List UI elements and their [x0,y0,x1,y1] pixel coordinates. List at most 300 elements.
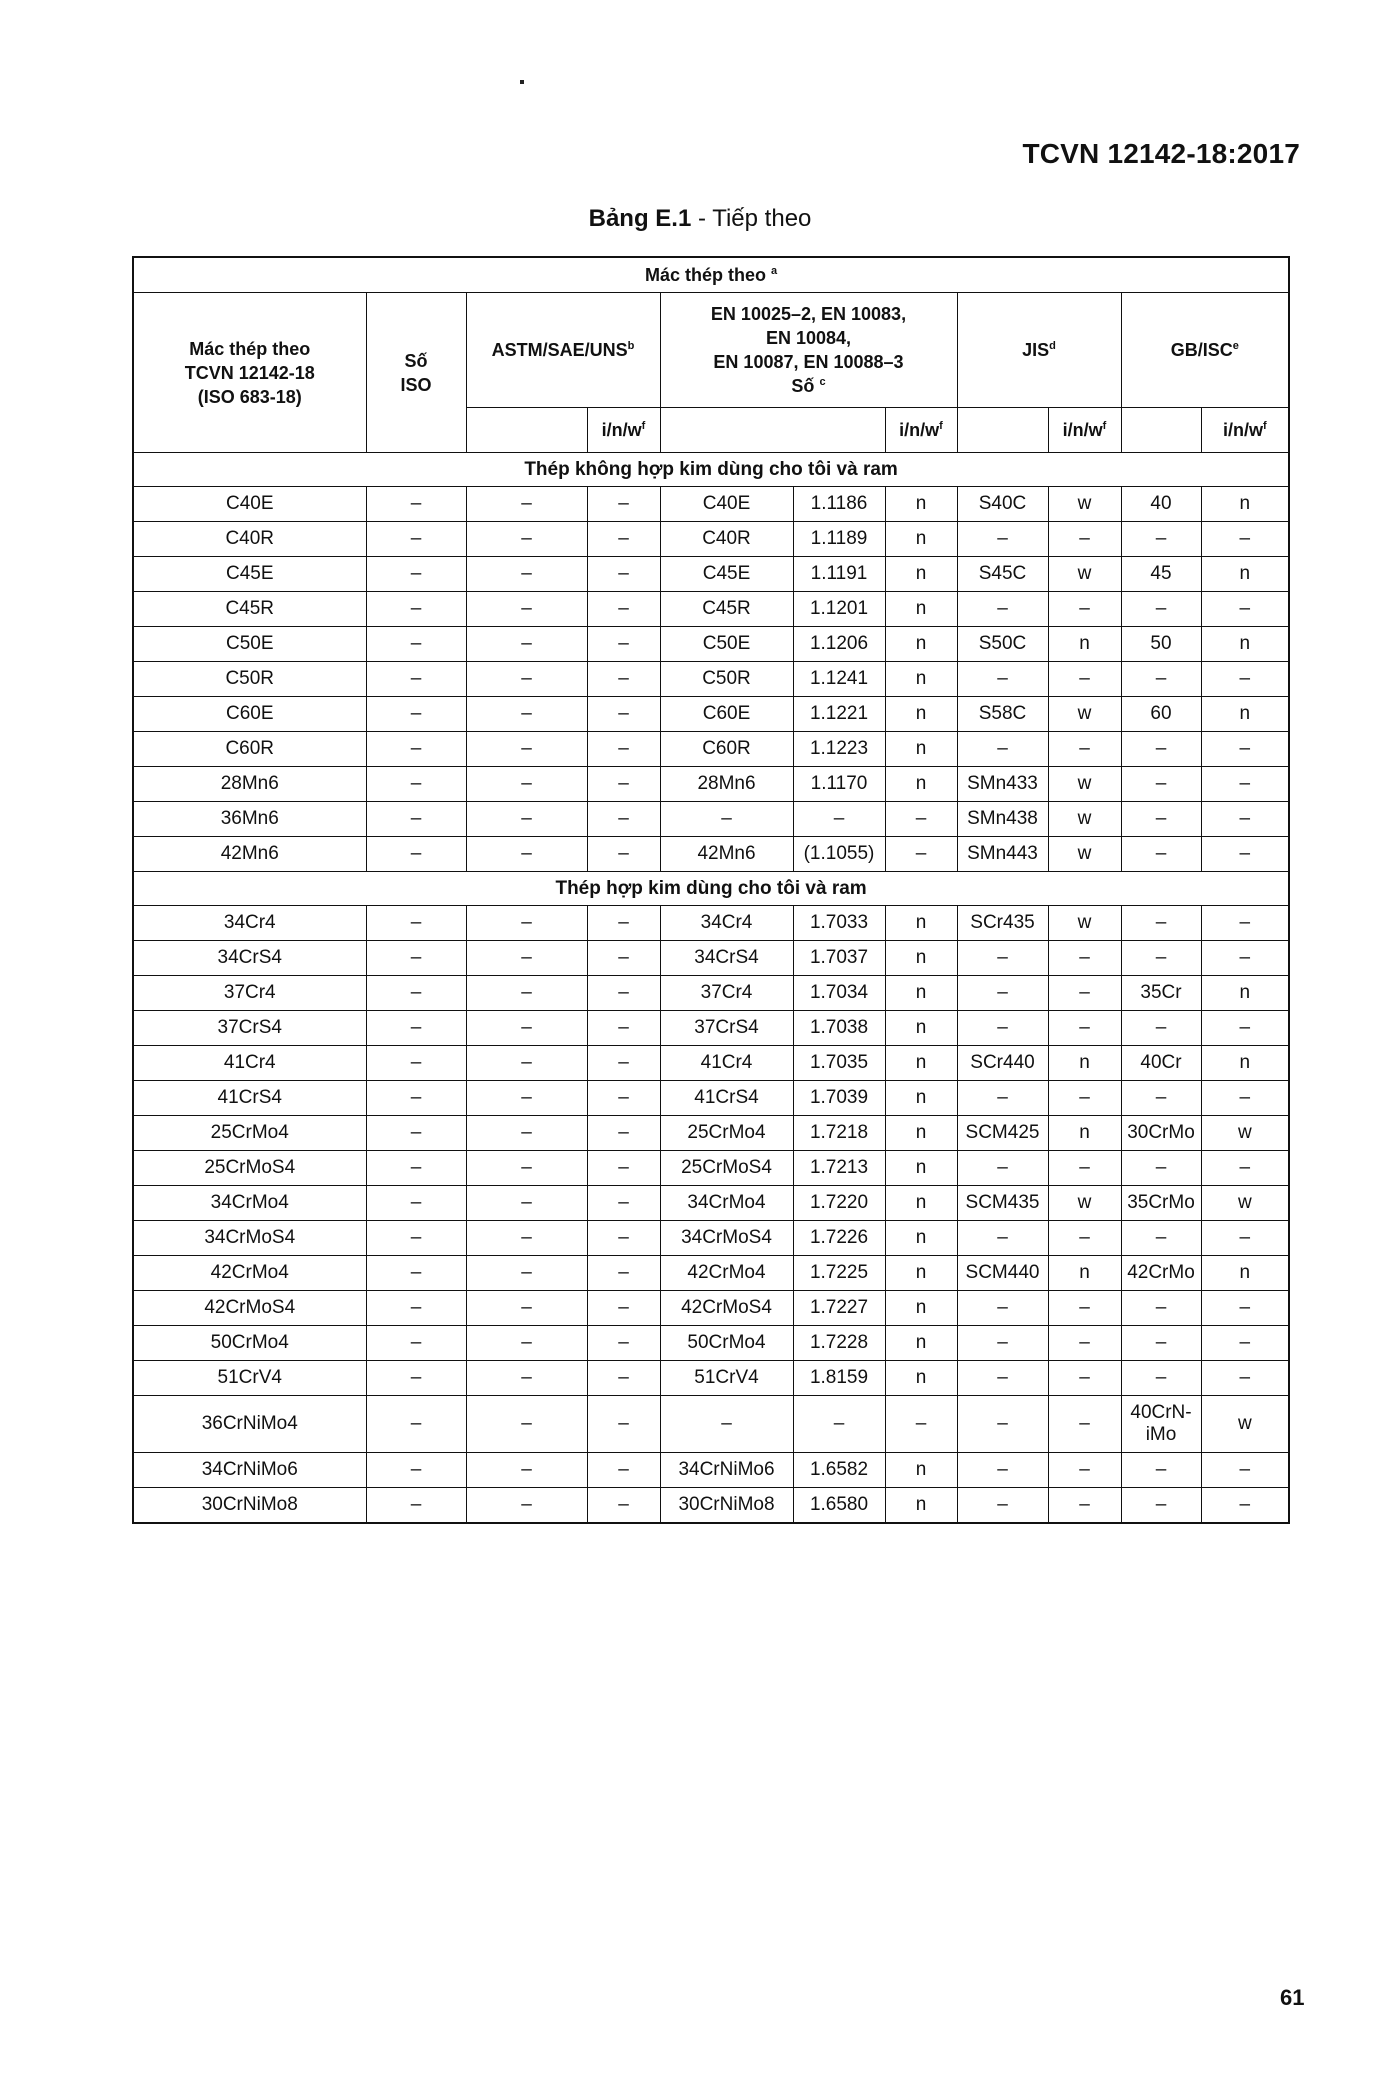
table-cell: 1.1186 [793,487,885,522]
jis-inw-sub: $i/n/w^f$ [1048,408,1121,453]
table-cell: – [587,1326,660,1361]
table-cell: 50CrMo4 [660,1326,793,1361]
table-row [133,1453,1289,1488]
section-header-row [133,453,1289,487]
table-row [133,1488,1289,1524]
table-cell: SMn443 [957,837,1048,872]
table-cell: 34CrMoS4 [133,1221,366,1256]
table-cell: – [1121,1453,1201,1488]
table-cell [1121,1396,1201,1453]
table-cell: S58C [957,697,1048,732]
table-row [133,522,1289,557]
table-cell: – [1121,837,1201,872]
table-cell: 34Cr4 [133,906,366,941]
table-cell: – [587,767,660,802]
table-cell: n [885,557,957,592]
table-cell: n [885,487,957,522]
table-cell: 37CrS4 [133,1011,366,1046]
table-row [133,1186,1289,1221]
table-cell: – [587,1221,660,1256]
table-cell: n [1201,697,1289,732]
table-cell: – [1048,1081,1121,1116]
table-body [133,453,1289,1524]
table-cell: C50R [133,662,366,697]
table-cell: – [587,487,660,522]
table-cell: n [885,592,957,627]
table-cell: – [587,732,660,767]
table-cell: – [366,1453,466,1488]
table-cell: – [1121,522,1201,557]
table-cell: 1.7034 [793,976,885,1011]
table-cell: n [885,1151,957,1186]
table-cell: – [366,592,466,627]
table-cell: – [957,1488,1048,1524]
table-row [133,976,1289,1011]
table-cell: n [885,767,957,802]
table-cell: n [1048,1256,1121,1291]
table-cell: 42CrMoS4 [133,1291,366,1326]
table-cell: 1.7225 [793,1256,885,1291]
table-cell: 45 [1121,557,1201,592]
table-row [133,1046,1289,1081]
section-title: Thép không hợp kim dùng cho tôi và ram [133,453,1289,487]
table-cell: 1.1221 [793,697,885,732]
table-cell: 1.7039 [793,1081,885,1116]
table-row [133,627,1289,662]
col-tcvn-grade: Mác thép theo TCVN 12142-18 (ISO 683-18) [133,293,366,453]
table-cell: – [366,1081,466,1116]
table-cell: 30CrNiMo8 [660,1488,793,1524]
table-cell: – [793,1396,885,1453]
table-cell: n [885,976,957,1011]
table-cell: C40R [133,522,366,557]
table-cell: – [366,906,466,941]
table-row [133,1116,1289,1151]
table-cell: – [1201,1453,1289,1488]
table-row [133,1221,1289,1256]
table-cell: – [466,1488,587,1524]
table-cell: n [885,1116,957,1151]
table-cell: – [1121,802,1201,837]
table-cell: C45R [660,592,793,627]
table-cell: – [466,662,587,697]
gb-inw-sub: $i/n/w^f$ [1201,408,1289,453]
table-cell: – [1201,732,1289,767]
table-cell: 34CrS4 [133,941,366,976]
table-cell: 50 [1121,627,1201,662]
table-cell: – [466,837,587,872]
table-row [133,662,1289,697]
table-row [133,906,1289,941]
table-cell: – [1121,1221,1201,1256]
table-cell: w [1201,1116,1289,1151]
table-cell: w [1201,1396,1289,1453]
table-cell: n [1048,627,1121,662]
table-cell: – [1121,732,1201,767]
table-cell: 1.1189 [793,522,885,557]
table-cell: 1.7038 [793,1011,885,1046]
gb-grade-sub [1121,408,1201,453]
table-cell: – [466,767,587,802]
table-cell: w [1048,906,1121,941]
table-cell: 35Cr [1121,976,1201,1011]
table-cell: n [885,1221,957,1256]
table-cell: n [1201,1046,1289,1081]
table-cell: 34CrMo4 [133,1186,366,1221]
table-row [133,1081,1289,1116]
table-cell: – [466,1186,587,1221]
table-cell: – [1048,941,1121,976]
table-cell: – [587,1081,660,1116]
table-cell: 34CrMoS4 [660,1221,793,1256]
table-cell: – [366,487,466,522]
table-cell: SMn438 [957,802,1048,837]
table-cell: 1.6580 [793,1488,885,1524]
table-cell: – [466,1151,587,1186]
table-cell: C60E [660,697,793,732]
table-cell: – [587,522,660,557]
table-cell: n [885,1326,957,1361]
table-cell: – [466,1011,587,1046]
table-cell: – [466,906,587,941]
table-row [133,487,1289,522]
table-cell: 1.7033 [793,906,885,941]
table-cell: – [366,1046,466,1081]
table-cell: n [1201,557,1289,592]
table-cell: – [660,802,793,837]
table-cell: – [1048,1326,1121,1361]
table-cell: – [587,627,660,662]
table-cell: S45C [957,557,1048,592]
table-cell: – [1048,1151,1121,1186]
table-cell: n [885,941,957,976]
table-cell: – [1121,941,1201,976]
table-cell: – [587,837,660,872]
table-cell: – [587,1256,660,1291]
en-inw-sub: $i/n/w^f$ [885,408,957,453]
table-cell: – [660,1396,793,1453]
table-cell: – [466,592,587,627]
table-row [133,557,1289,592]
table-cell: 37Cr4 [133,976,366,1011]
table-cell: – [587,906,660,941]
table-cell: (1.1055) [793,837,885,872]
table-cell: SCr435 [957,906,1048,941]
table-cell: – [1201,1011,1289,1046]
col-astm: ASTM/SAE/UNS$^b$ [466,293,660,408]
table-cell: – [587,557,660,592]
table-cell: 41Cr4 [133,1046,366,1081]
table-cell: – [1121,1151,1201,1186]
table-cell: 1.1206 [793,627,885,662]
table-row [133,837,1289,872]
table-cell: – [1048,732,1121,767]
table-cell: – [366,1186,466,1221]
table-cell: – [957,941,1048,976]
table-cell: 40 [1121,487,1201,522]
table-row [133,1151,1289,1186]
table-cell: – [366,837,466,872]
table-cell: – [1121,1488,1201,1524]
page-number: 61 [1280,1985,1305,2010]
table-cell: 34CrS4 [660,941,793,976]
cell-line: 40CrN- [1130,1402,1192,1423]
table-cell: – [587,662,660,697]
table-cell: SCM435 [957,1186,1048,1221]
table-cell: – [466,1221,587,1256]
table-cell: n [885,1046,957,1081]
table-cell: – [366,976,466,1011]
table-cell: 1.7213 [793,1151,885,1186]
table-cell: – [466,941,587,976]
table-cell: n [885,1186,957,1221]
table-cell: 42CrMo4 [133,1256,366,1291]
table-cell: 34CrNiMo6 [660,1453,793,1488]
table-cell: – [957,1361,1048,1396]
table-cell: – [366,1151,466,1186]
table-cell: – [587,941,660,976]
table-cell: – [1048,1453,1121,1488]
table-cell: n [885,697,957,732]
table-cell: n [885,906,957,941]
table-cell: C40R [660,522,793,557]
table-cell: – [587,1488,660,1524]
table-cell: – [957,662,1048,697]
table-cell: – [1121,1326,1201,1361]
table-cell: – [466,1256,587,1291]
table-cell: w [1048,767,1121,802]
table-cell: – [1201,941,1289,976]
table-cell: 1.7218 [793,1116,885,1151]
table-cell: – [885,1396,957,1453]
table-cell: – [1121,592,1201,627]
col-en: EN 10025–2, EN 10083, EN 10084, EN 10087, EN 10088–3 Số $^c$ [660,293,957,408]
table-cell: – [1048,1396,1121,1453]
table-cell: 1.1201 [793,592,885,627]
table-row [133,1256,1289,1291]
table-cell: n [1201,627,1289,662]
table-cell: n [885,627,957,662]
table-cell: 41CrS4 [660,1081,793,1116]
table-cell: – [366,557,466,592]
table-cell: – [1048,592,1121,627]
table-cell: – [466,1326,587,1361]
table-cell: 50CrMo4 [133,1326,366,1361]
table-cell: n [885,662,957,697]
table-cell: C50E [660,627,793,662]
table-cell: SCr440 [957,1046,1048,1081]
table-cell: 1.7035 [793,1046,885,1081]
table-cell: – [1048,522,1121,557]
table-cell: n [885,1291,957,1326]
document-id: TCVN 12142-18:2017 [1022,138,1300,169]
table-cell: – [1121,1081,1201,1116]
table-cell: SCM425 [957,1116,1048,1151]
table-cell: – [466,732,587,767]
table-cell: 28Mn6 [660,767,793,802]
table-cell: – [587,976,660,1011]
table-cell: – [957,592,1048,627]
table-cell: – [366,732,466,767]
table-cell: – [885,837,957,872]
table-cell: – [366,1396,466,1453]
table-cell: – [466,487,587,522]
table-cell: – [1048,662,1121,697]
table-cell: 34CrNiMo6 [133,1453,366,1488]
table-cell: – [1048,1011,1121,1046]
table-cell: S40C [957,487,1048,522]
table-cell: – [466,627,587,662]
table-cell: – [957,1151,1048,1186]
table-row [133,802,1289,837]
table-cell: 36Mn6 [133,802,366,837]
table-cell: – [957,976,1048,1011]
table-cell: 1.8159 [793,1361,885,1396]
table-cell: – [366,662,466,697]
table-cell: 51CrV4 [660,1361,793,1396]
table-cell: w [1048,697,1121,732]
table-cell: – [366,767,466,802]
table-cell: n [1201,1256,1289,1291]
table-cell: C50R [660,662,793,697]
table-cell: 42Mn6 [133,837,366,872]
table-cell: – [587,1361,660,1396]
table-cell: 25CrMo4 [660,1116,793,1151]
table-cell: – [1201,802,1289,837]
table-cell: n [1048,1116,1121,1151]
table-cell: – [366,522,466,557]
table-cell: – [466,522,587,557]
table-cell: w [1201,1186,1289,1221]
table-cell: 36CrNiMo4 [133,1396,366,1453]
table-cell: C40E [660,487,793,522]
table-cell: – [1048,1361,1121,1396]
table-cell: – [1121,767,1201,802]
steel-grade-table [132,256,1290,1524]
table-cell: n [885,1453,957,1488]
table-cell: – [366,1326,466,1361]
section-title: Thép hợp kim dùng cho tôi và ram [133,872,1289,906]
table-cell: 30CrMo [1121,1116,1201,1151]
col-jis: JIS$^d$ [957,293,1121,408]
table-cell: – [366,627,466,662]
table-cell: C45E [133,557,366,592]
col-iso-number: Số ISO [366,293,466,453]
table-row [133,767,1289,802]
table-cell: – [1201,592,1289,627]
table-cell: – [1121,1361,1201,1396]
table-cell: C45R [133,592,366,627]
table-cell: 42CrMo [1121,1256,1201,1291]
table-cell: – [957,1221,1048,1256]
table-cell: – [587,697,660,732]
table-cell: – [466,802,587,837]
table-cell: 1.7227 [793,1291,885,1326]
table-cell: C60R [133,732,366,767]
table-row [133,1011,1289,1046]
table-cell: – [1048,1221,1121,1256]
table-cell: – [1201,522,1289,557]
table-cell: 25CrMoS4 [660,1151,793,1186]
table-cell: – [1201,767,1289,802]
table-cell: – [957,1396,1048,1453]
table-cell: – [957,1081,1048,1116]
table-cell: – [466,557,587,592]
table-title-label: Bảng E.1 [588,205,692,232]
table-cell: – [587,1396,660,1453]
table-cell: C45E [660,557,793,592]
table-cell: – [1121,662,1201,697]
table-cell: – [466,1046,587,1081]
table-cell: – [957,732,1048,767]
table-cell: 34Cr4 [660,906,793,941]
table-cell: – [1121,1291,1201,1326]
table-cell: – [366,1221,466,1256]
table-cell: – [366,1256,466,1291]
table-cell: w [1048,802,1121,837]
table-cell: n [885,1256,957,1291]
table-cell: – [366,1116,466,1151]
table-cell: S50C [957,627,1048,662]
table-cell: n [885,1081,957,1116]
table-cell: w [1048,837,1121,872]
table-cell: 41CrS4 [133,1081,366,1116]
table-cell: – [1048,1488,1121,1524]
table-cell: w [1048,557,1121,592]
table-cell: 25CrMo4 [133,1116,366,1151]
table-cell: – [366,697,466,732]
table-cell: – [366,1011,466,1046]
table-cell: C60R [660,732,793,767]
table-cell: 41Cr4 [660,1046,793,1081]
table-cell: – [1201,662,1289,697]
table-cell: – [366,802,466,837]
table-cell: – [1201,906,1289,941]
table-cell: n [885,1011,957,1046]
table-cell: – [466,1116,587,1151]
table-cell: SMn433 [957,767,1048,802]
table-cell: 42CrMo4 [660,1256,793,1291]
table-cell: – [587,1453,660,1488]
table-cell: – [1048,976,1121,1011]
table-cell: – [957,1453,1048,1488]
table-row [133,697,1289,732]
table-cell: 25CrMoS4 [133,1151,366,1186]
table-cell: 40Cr [1121,1046,1201,1081]
table-cell: 28Mn6 [133,767,366,802]
table-cell: – [957,1011,1048,1046]
table-row [133,941,1289,976]
table-cell: – [587,802,660,837]
table-cell: – [466,976,587,1011]
table-cell: – [587,1291,660,1326]
table-cell: n [885,1488,957,1524]
table-cell: n [885,1361,957,1396]
table-cell: 1.7228 [793,1326,885,1361]
table-cell: – [1121,1011,1201,1046]
table-row [133,1396,1289,1453]
table-cell: – [1201,1151,1289,1186]
table-cell: n [885,522,957,557]
table-cell: – [885,802,957,837]
table-cell: 34CrMo4 [660,1186,793,1221]
table-row [133,1291,1289,1326]
table-row [133,732,1289,767]
table-cell: 35CrMo [1121,1186,1201,1221]
table-cell: – [587,592,660,627]
table-cell: – [366,1291,466,1326]
table-cell: – [466,697,587,732]
